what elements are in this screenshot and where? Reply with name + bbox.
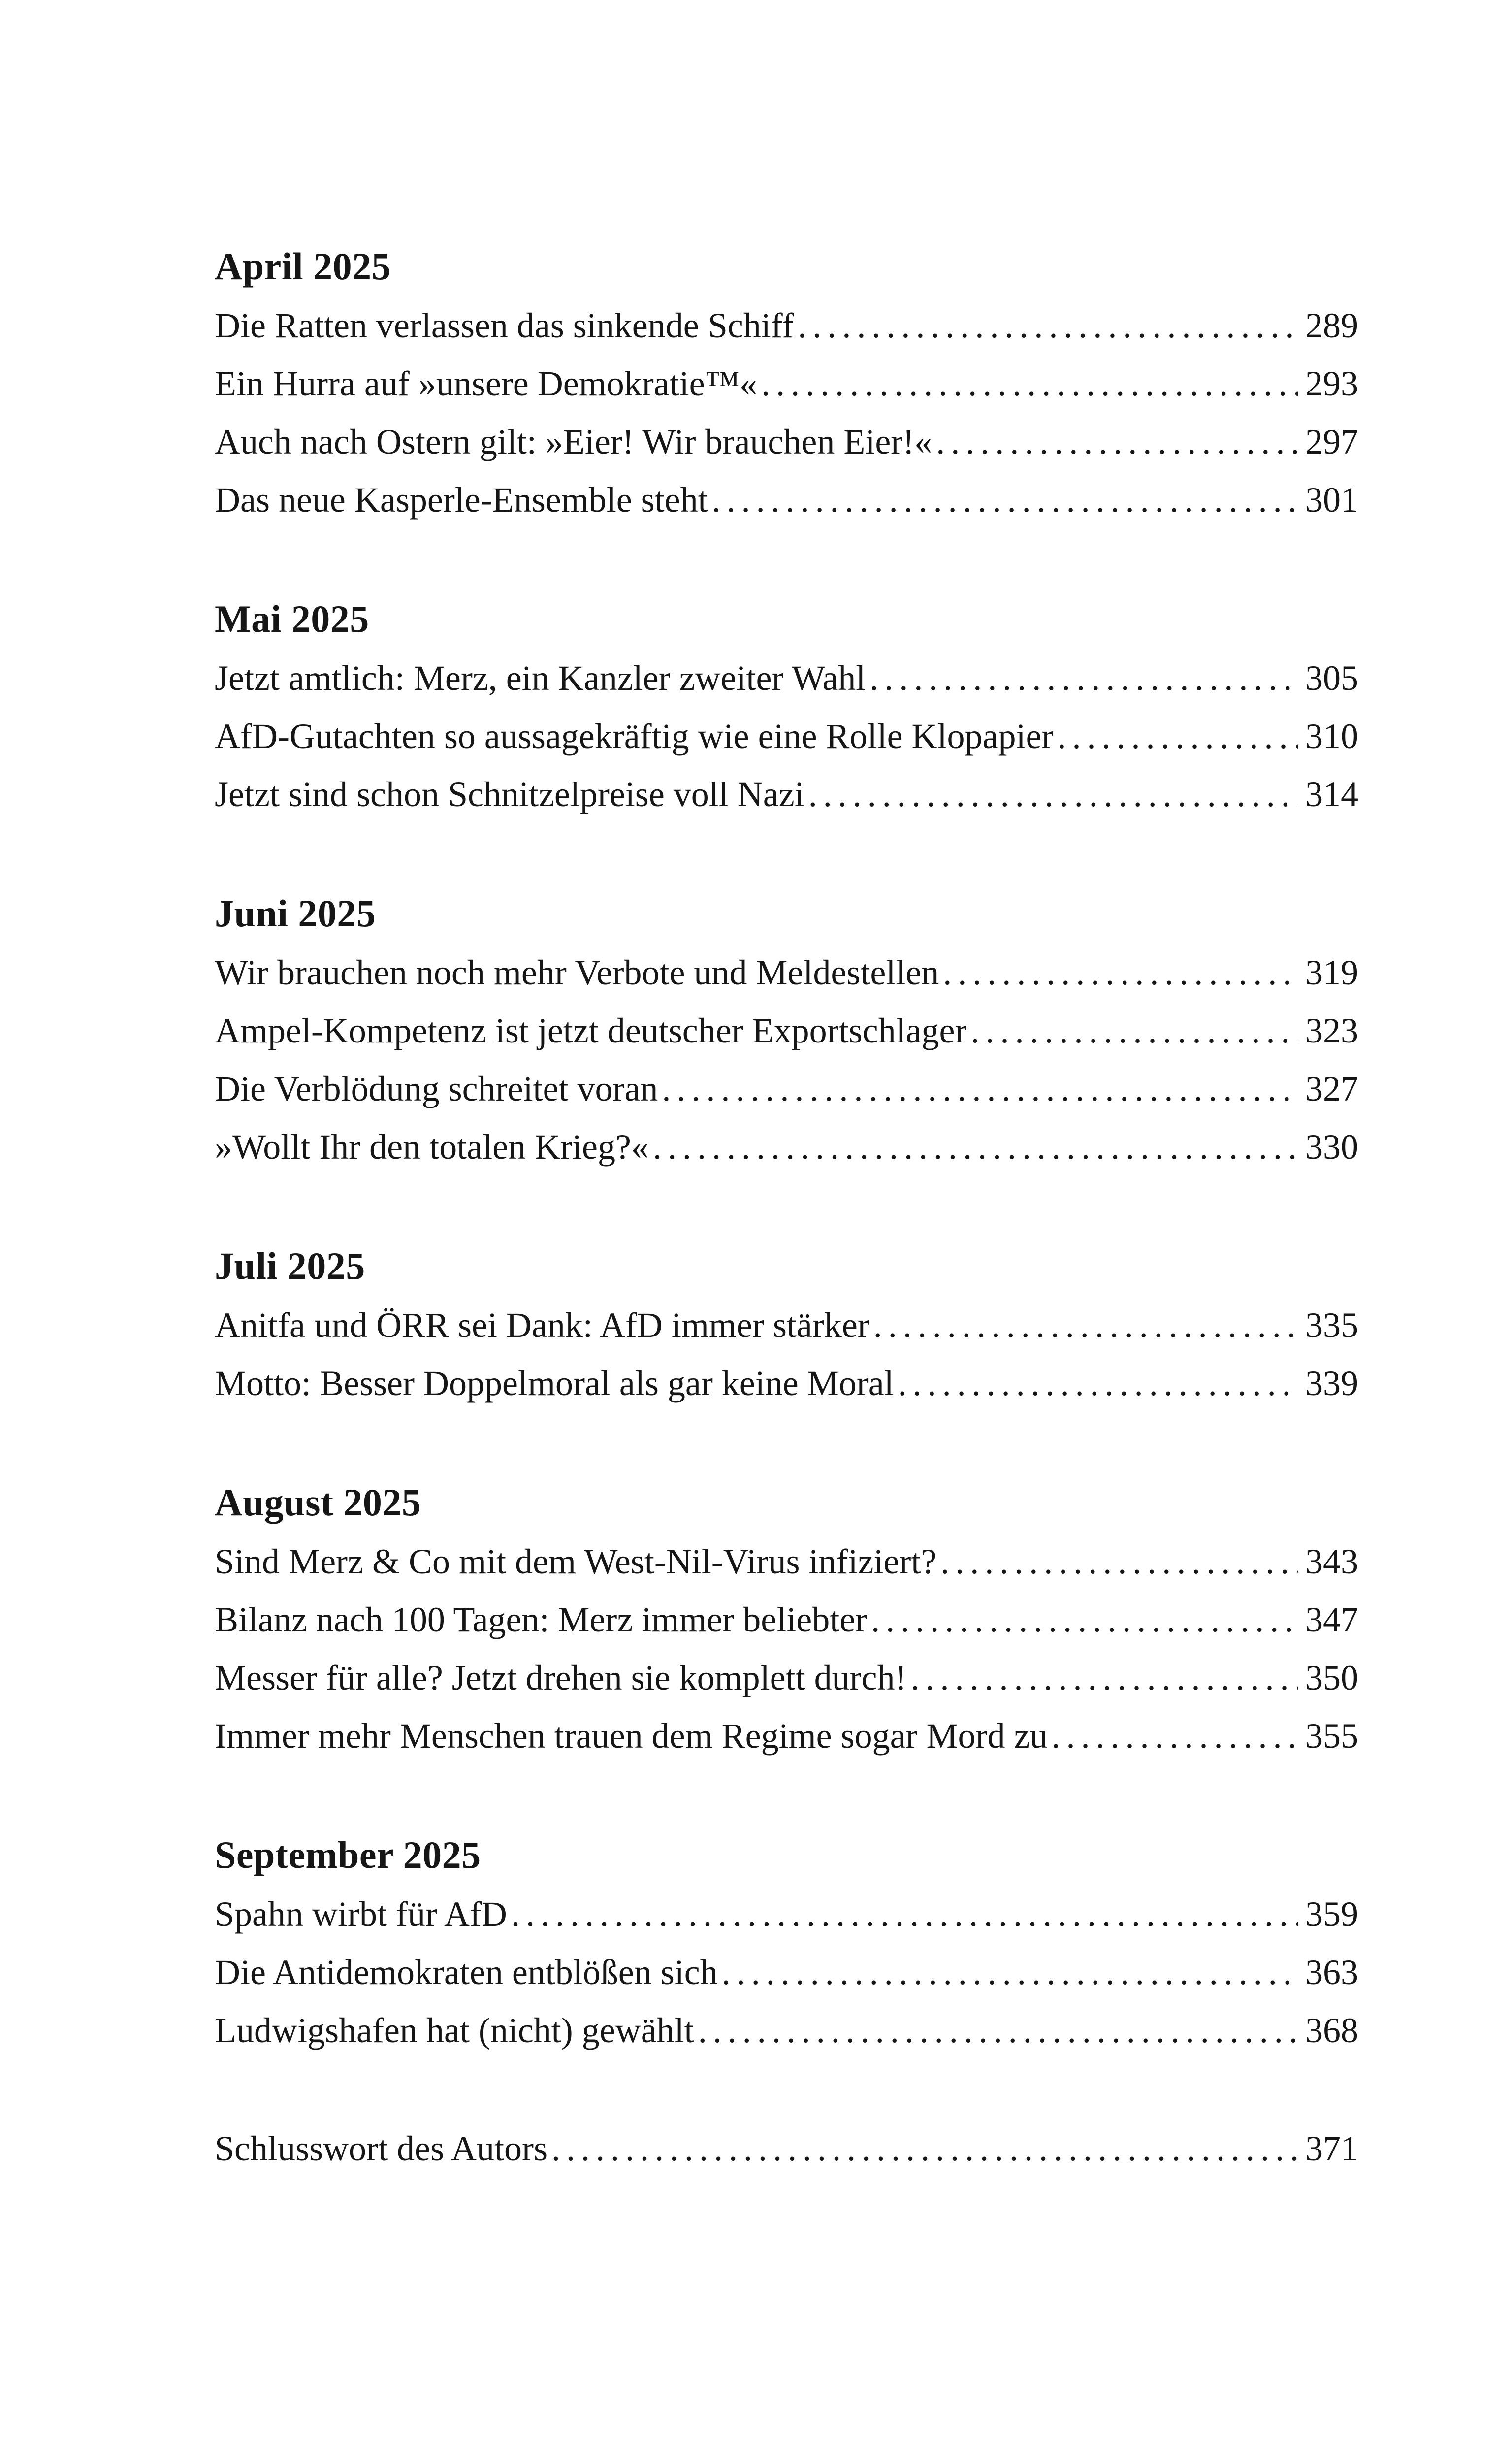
entry-page-number: 305 [1305,658,1358,698]
dot-leader [1051,1707,1298,1765]
toc-entry [215,765,1358,823]
entry-page-number: 355 [1305,1716,1358,1756]
toc-entry [215,1591,1358,1649]
entry-page-number: 310 [1305,717,1358,756]
entry-title: Das neue Kasperle-Ensemble steht [215,480,708,520]
entry-title: Immer mehr Menschen trauen dem Regime sogar Mord zu [215,1716,1048,1756]
toc-entry [215,1885,1358,1943]
entry-title: Die Antidemokraten entblößen sich [215,1953,718,1992]
entry-page-number: 335 [1305,1305,1358,1345]
section-heading: September 2025 [215,1833,481,1876]
toc-entry [215,944,1358,1002]
dot-leader [871,1591,1298,1649]
entry-page-number: 293 [1305,364,1358,403]
entry-title: Jetzt sind schon Schnitzelpreise voll Nazi [215,775,804,814]
entry-title: Bilanz nach 100 Tagen: Merz immer beliebter [215,1600,868,1639]
dot-leader [798,296,1298,355]
entry-title: Wir brauchen noch mehr Verbote und Meldestellen [215,953,939,992]
toc-entry [215,1354,1358,1412]
dot-leader [970,1002,1298,1060]
dot-leader [910,1649,1298,1707]
entry-title: Ludwigshafen hat (nicht) gewählt [215,2011,694,2050]
entry-page-number: 339 [1305,1364,1358,1403]
toc-section [215,2119,1358,2178]
toc-entry [215,707,1358,765]
dot-leader [1057,707,1298,765]
toc-entry [215,1060,1358,1118]
entry-title: Die Ratten verlassen das sinkende Schiff [215,306,794,345]
dot-leader [808,765,1298,823]
entry-page-number: 330 [1305,1127,1358,1167]
entry-page-number: 371 [1305,2129,1358,2168]
toc-entry [215,1296,1358,1354]
entry-page-number: 347 [1305,1600,1358,1639]
dot-leader [940,1532,1298,1591]
table-of-contents [215,236,1358,2178]
toc-entry [215,649,1358,707]
toc-section [215,1236,1358,1412]
section-heading: April 2025 [215,245,391,288]
dot-leader [551,2119,1298,2178]
entry-page-number: 301 [1305,480,1358,520]
dot-leader [698,2001,1298,2059]
dot-leader [936,413,1298,471]
entry-page-number: 319 [1305,953,1358,992]
section-heading: Juli 2025 [215,1244,365,1287]
dot-leader [511,1885,1298,1943]
toc-section [215,1825,1358,2059]
entry-page-number: 323 [1305,1011,1358,1050]
entry-page-number: 343 [1305,1542,1358,1581]
dot-leader [722,1943,1298,2001]
dot-leader [662,1060,1298,1118]
entry-title: Schlusswort des Autors [215,2129,548,2168]
entry-page-number: 368 [1305,2011,1358,2050]
dot-leader [869,649,1298,707]
dot-leader [653,1118,1298,1176]
toc-entry [215,1118,1358,1176]
toc-entry [215,1532,1358,1591]
toc-entry [215,471,1358,529]
entry-page-number: 297 [1305,422,1358,461]
entry-page-number: 350 [1305,1658,1358,1697]
toc-entry [215,2119,1358,2178]
toc-section [215,883,1358,1176]
toc-entry [215,1649,1358,1707]
toc-section [215,1472,1358,1765]
entry-page-number: 289 [1305,306,1358,345]
entry-page-number: 327 [1305,1069,1358,1108]
dot-leader [898,1354,1298,1412]
entry-title: Die Verblödung schreitet voran [215,1069,658,1108]
toc-entry [215,2001,1358,2059]
dot-leader [943,944,1298,1002]
entry-title: Anitfa und ÖRR sei Dank: AfD immer stärker [215,1305,869,1345]
entry-title: Spahn wirbt für AfD [215,1894,507,1934]
entry-title: Ampel-Kompetenz ist jetzt deutscher Exportschlager [215,1011,967,1050]
toc-entry [215,355,1358,413]
entry-title: »Wollt Ihr den totalen Krieg?« [215,1127,649,1167]
section-heading: Mai 2025 [215,597,369,640]
toc-entry [215,296,1358,355]
toc-entry [215,1943,1358,2001]
entry-page-number: 314 [1305,775,1358,814]
entry-title: Jetzt amtlich: Merz, ein Kanzler zweiter Wahl [215,658,866,698]
entry-title: Sind Merz & Co mit dem West-Nil-Virus infiziert? [215,1542,937,1581]
dot-leader [761,355,1298,413]
entry-title: Messer für alle? Jetzt drehen sie komplett durch! [215,1658,907,1697]
toc-entry [215,1002,1358,1060]
entry-page-number: 363 [1305,1953,1358,1992]
entry-title: AfD-Gutachten so aussagekräftig wie eine Rolle Klopapier [215,717,1054,756]
entry-title: Auch nach Ostern gilt: »Eier! Wir brauchen Eier!« [215,422,933,461]
section-heading: Juni 2025 [215,892,376,935]
dot-leader [873,1296,1298,1354]
section-heading: August 2025 [215,1481,421,1524]
dot-leader [712,471,1298,529]
toc-entry [215,1707,1358,1765]
entry-title: Ein Hurra auf »unsere Demokratie™« [215,364,758,403]
toc-entry [215,413,1358,471]
toc-section [215,236,1358,529]
entry-title: Motto: Besser Doppelmoral als gar keine Moral [215,1364,894,1403]
entry-page-number: 359 [1305,1894,1358,1934]
toc-section [215,589,1358,823]
